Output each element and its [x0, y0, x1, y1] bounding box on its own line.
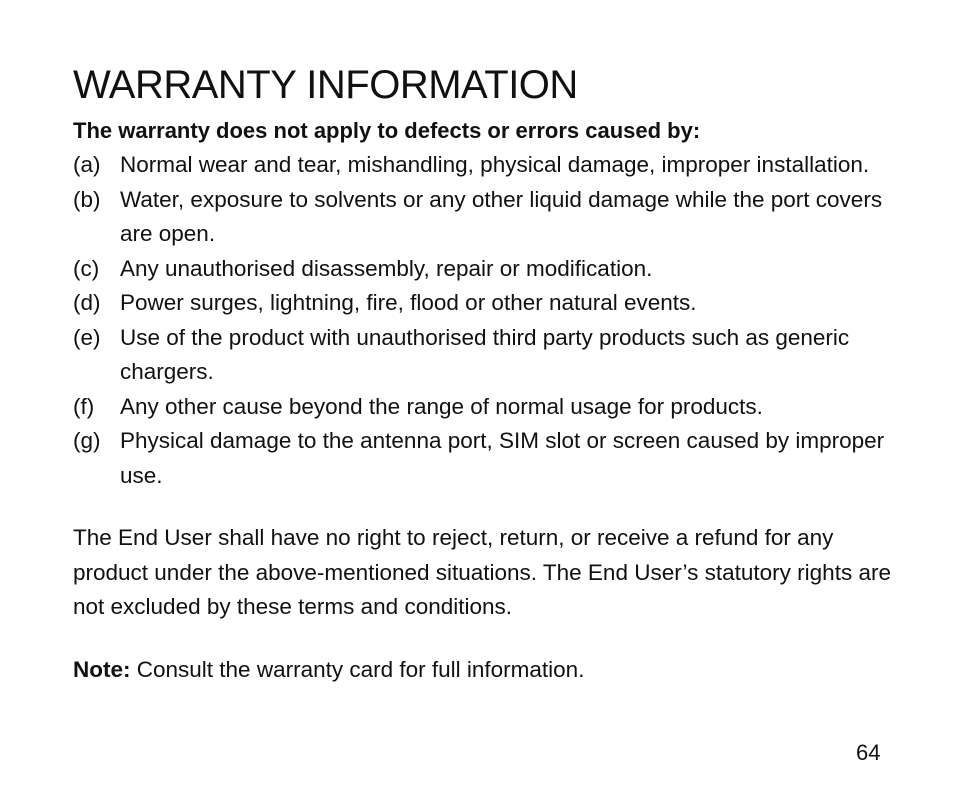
note	[73, 653, 903, 688]
list-marker: (b)	[73, 186, 101, 212]
list-item-text: Use of the product with unauthorised third party products such as generic chargers.	[120, 324, 850, 384]
note-text: Consult the warranty card for full information.	[130, 656, 585, 682]
list-marker: (g)	[73, 428, 101, 453]
list-marker: (c)	[73, 255, 100, 281]
list-item-text: Any unauthorised disassembly, repair or modification.	[120, 255, 653, 281]
list-item	[73, 321, 903, 390]
list-item-text: Normal wear and tear, mishandling, physical damage, improper installation.	[120, 152, 870, 177]
list-item	[73, 252, 903, 287]
list-marker: (f)	[73, 393, 95, 419]
list-item	[73, 424, 903, 493]
list-item-text: Power surges, lightning, fire, flood or other natural events.	[120, 290, 697, 315]
end-user-paragraph: The End User shall have no right to reject, return, or receive a refund for any product under the above-mentioned situations. The End User’s statutory rights are not excluded by these terms and conditions.	[73, 525, 891, 619]
list-marker: (a)	[73, 152, 101, 177]
intro-text: The warranty does not apply to defects or errors caused by:	[73, 118, 701, 143]
list-item	[73, 390, 903, 425]
list-item	[73, 183, 903, 252]
list-marker: (e)	[73, 324, 101, 350]
list-item-text: Any other cause beyond the range of normal usage for products.	[120, 393, 763, 419]
list-item-text: Water, exposure to solvents or any other liquid damage while the port covers are open.	[120, 186, 883, 246]
list-item	[73, 286, 903, 321]
list-item	[73, 148, 903, 183]
document-page	[73, 60, 903, 687]
list-item-text: Physical damage to the antenna port, SIM slot or screen caused by improper use.	[120, 428, 885, 488]
page-title: WARRANTY INFORMATION	[73, 63, 578, 107]
exclusions-list	[73, 148, 903, 493]
list-marker: (d)	[73, 290, 101, 315]
page-number: 64	[856, 740, 881, 765]
note-label: Note:	[73, 656, 131, 682]
